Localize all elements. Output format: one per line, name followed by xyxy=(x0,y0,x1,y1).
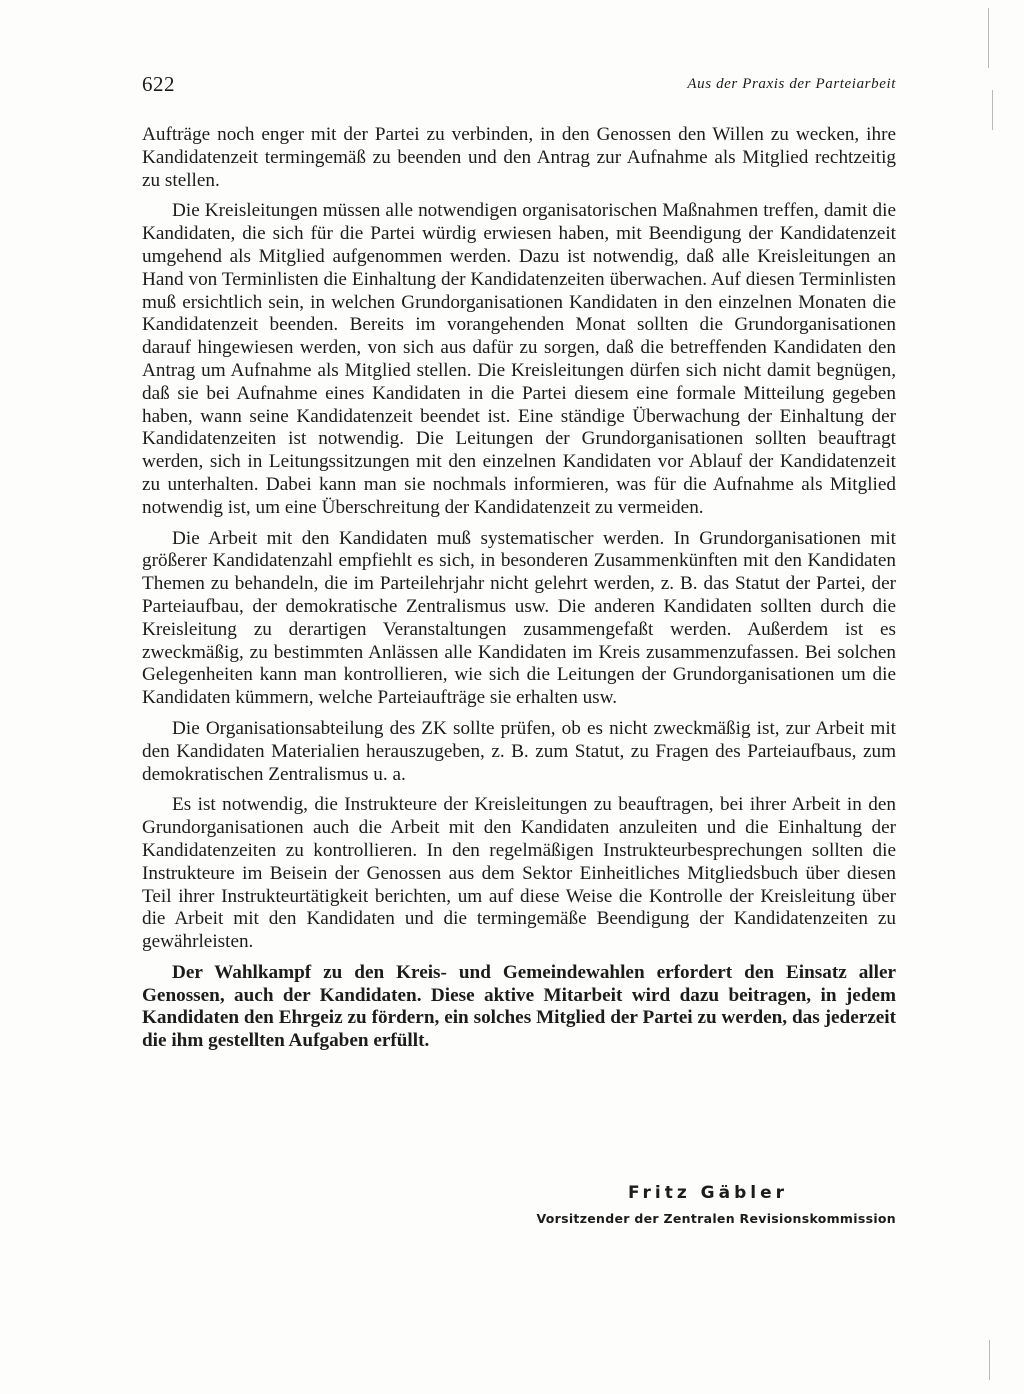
page-edge-marks xyxy=(986,0,1004,1394)
edge-mark xyxy=(989,1340,990,1380)
paragraph-3: Die Arbeit mit den Kandidaten muß systematischer werden. In Grundorganisationen mit größerer Kandidatenzahl empfiehlt es sich, in besonderen Zusammenkünften mit den Kandidaten Themen zu behandeln, die im Parteilehrjahr nicht gelehrt werden, z. B. das Statut der Partei, der Parteiaufbau, der demokratische Zentralismus usw. Die anderen Kandidaten sollten durch die Kreisleitung zu derartigen Veranstaltungen zusammengefaßt werden. Außerdem ist es zweckmäßig, zu bestimmten Anlässen alle Kandidaten im Kreis zusammenzufassen. Bei solchen Gelegenheiten kann man kontrollieren, wie sich die Leitungen der Grundorganisationen um die Kandidaten kümmern, welche Parteiaufträge sie erhalten usw. xyxy=(142,527,896,709)
paragraph-1: Aufträge noch enger mit der Partei zu verbinden, in den Genossen den Willen zu wecken, ihre Kandidatenzeit termingemäß zu beenden und den Antrag zur Aufnahme als Mitglied rechtzeitig zu stellen. xyxy=(142,124,896,191)
paragraph-4: Die Organisationsabteilung des ZK sollte prüfen, ob es nicht zweckmäßig ist, zur Arbeit mit den Kandidaten Materialien herauszugeben, z. B. zum Statut, zu Fragen des Parteiaufbaus, zum demokratischen Zentralismus u. a. xyxy=(142,717,896,785)
edge-mark xyxy=(988,8,989,68)
author-role: Vorsitzender der Zentralen Revisionskommission xyxy=(536,1211,896,1226)
running-header xyxy=(142,72,896,102)
paragraph-5: Es ist notwendig, die Instrukteure der Kreisleitungen zu beauftragen, bei ihrer Arbeit in den Grundorganisationen auch die Arbeit mit den Kandidaten anzuleiten und die Einhaltung der Kandidatenzeiten zu kontrollieren. In den regelmäßigen Instrukteurbesprechungen sollten die Instrukteure im Beisein der Genossen aus dem Sektor Einheitliches Mitgliedsbuch über diesen Teil ihrer Instrukteurtätigkeit berichten, um auf diese Weise die Kontrolle der Kreisleitung über die Arbeit mit den Kandidaten und die termingemäße Beendigung der Kandidatenzeiten zu gewährleisten. xyxy=(142,794,896,953)
edge-mark xyxy=(992,90,993,130)
paragraph-6: Der Wahlkampf zu den Kreis- und Gemeindewahlen erfordert den Einsatz aller Genossen, auch der Kandidaten. Diese aktive Mitarbeit wird dazu beitragen, in jedem Kandidaten den Ehrgeiz zu fördern, ein solches Mitglied der Partei zu werden, das jederzeit die ihm gestellten Aufgaben erfüllt. xyxy=(142,961,896,1052)
page-number: 622 xyxy=(142,72,175,96)
signature-block xyxy=(142,1183,896,1226)
article-body xyxy=(142,124,896,1061)
paragraph-2: Die Kreisleitungen müssen alle notwendigen organisatorischen Maßnahmen treffen, damit die Kandidaten, die sich für die Partei würdig erwiesen haben, mit Beendigung der Kandidatenzeit umgehend als Mitglied aufgenommen werden. Dazu ist notwendig, daß alle Kreisleitungen an Hand von Terminlisten die Einhaltung der Kandidatenzeiten überwachen. Auf diesen Terminlisten muß ersichtlich sein, in welchen Grundorganisationen Kandidaten in den einzelnen Monaten die Kandidatenzeit beenden. Bereits im vorangehenden Monat sollten die Grundorganisationen darauf hingewiesen werden, von sich aus dafür zu sorgen, daß die betreffenden Kandidaten den Antrag um Aufnahme als Mitglied stellen. Die Kreisleitungen dürfen sich nicht damit begnügen, daß sie bei Aufnahme eines Kandidaten in die Partei diesem eine formale Mitteilung gegeben haben, wann seine Kandidatenzeit beendet ist. Eine ständige Überwachung der Einhaltung der Kandidatenzeiten ist notwendig. Die Leitungen der Grundorganisationen sollten beauftragt werden, sich in Leitungssitzungen mit den einzelnen Kandidaten vor Ablauf der Kandidatenzeit zu unterhalten. Dabei kann man sie nochmals informieren, was für die Aufnahme als Mitglied notwendig ist, um eine Überschreitung der Kandidatenzeit zu vermeiden. xyxy=(142,200,896,518)
author-name: Fritz Gäbler xyxy=(627,1183,788,1203)
running-title: Aus der Praxis der Parteiarbeit xyxy=(687,76,896,92)
